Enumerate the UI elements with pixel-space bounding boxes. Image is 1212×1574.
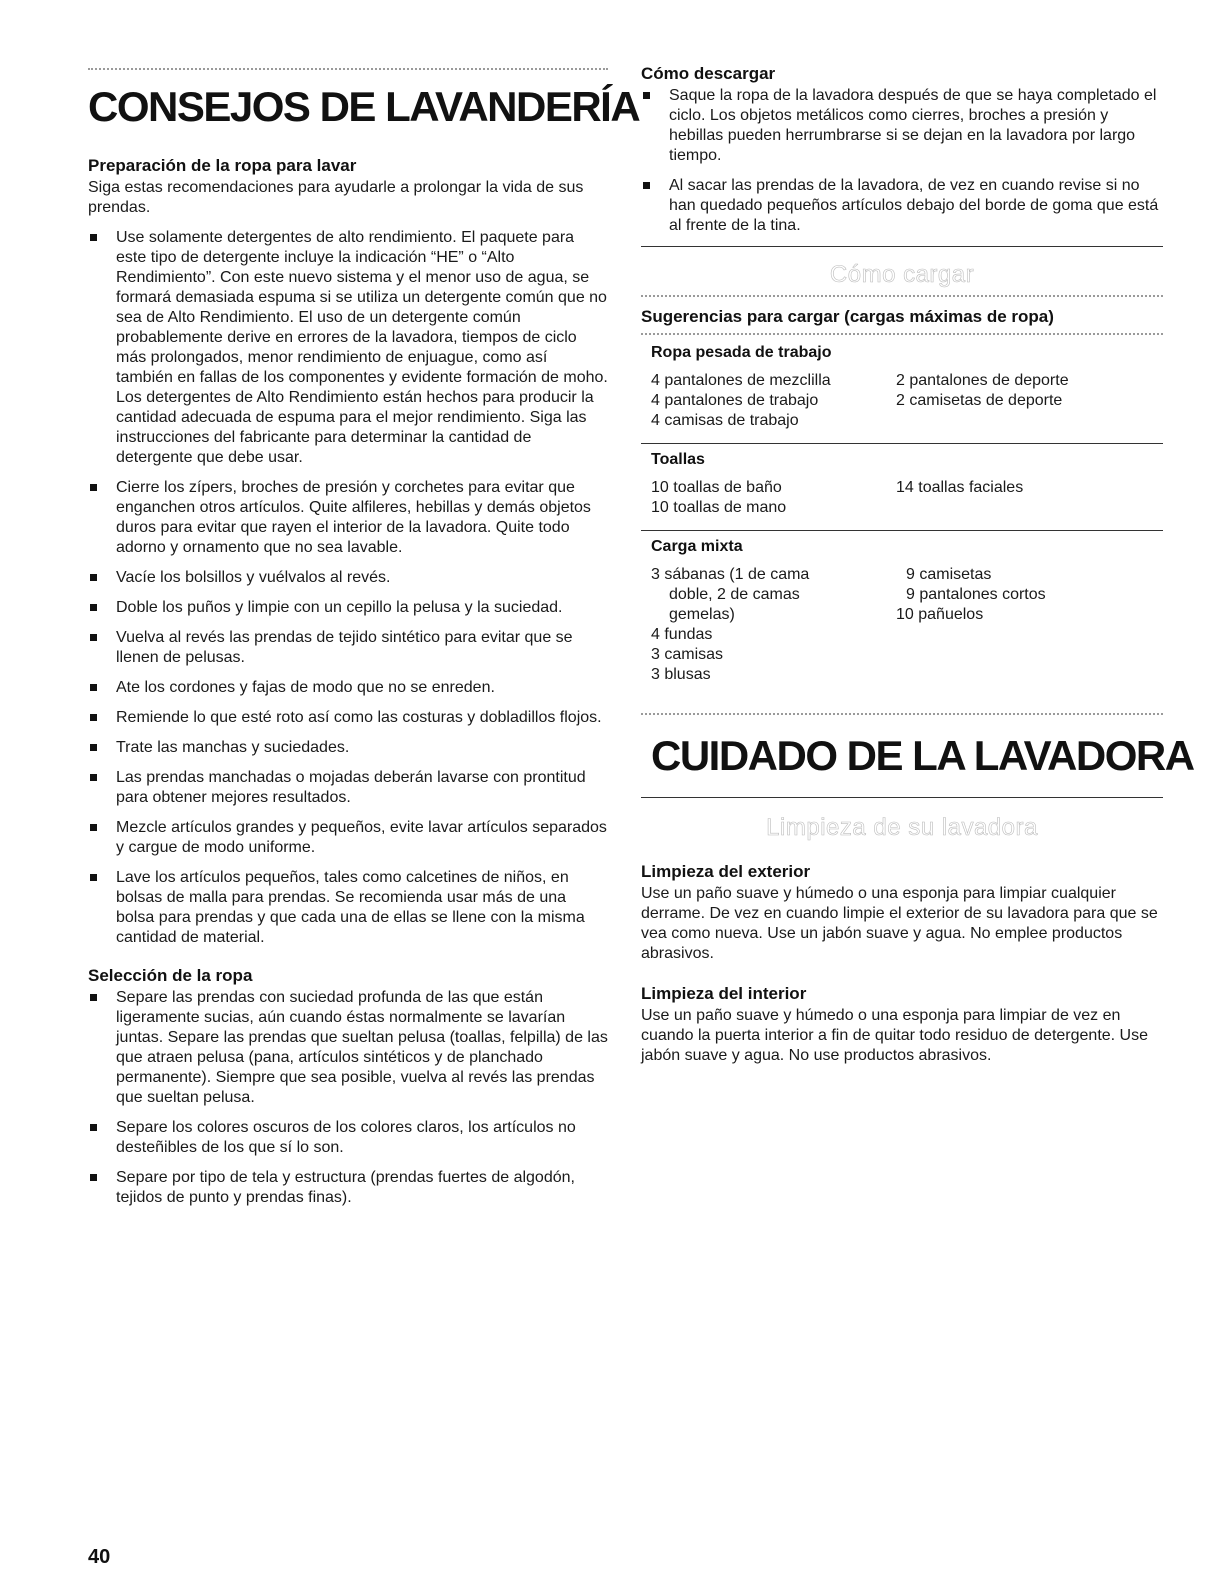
title-divider: [88, 68, 608, 70]
group-heading: Toallas: [651, 451, 705, 468]
unload-heading: Cómo descargar: [641, 64, 776, 83]
list-item: Saque la ropa de la lavadora después de que se haya completado el ciclo. Los objetos metálicos como cierres, broches a presión y hebillas pueden herrumbrarse si se dejan en la lavadora por largo tiempo.: [641, 86, 1163, 166]
table-cell: 9 camisetas: [906, 566, 992, 583]
interior-text: Use un paño suave y húmedo o una esponja para limpiar de vez en cuando la puerta interior a fin de quitar todo residuo de detergente. Use jabón suave y agua. No use productos abrasivos.: [641, 1007, 1148, 1064]
selection-list: [88, 988, 608, 1208]
prep-intro: Siga estas recomendaciones para ayudarle a prolongar la vida de sus prendas.: [88, 179, 584, 216]
section-divider: [641, 246, 1163, 247]
interior-heading: Limpieza del interior: [641, 984, 807, 1003]
care-title: CUIDADO DE LA LAVADORA: [651, 732, 1194, 779]
list-item: Al sacar las prendas de la lavadora, de vez en cuando revise si no han quedado pequeños artículos debajo del borde de goma que está al frente de la tina.: [641, 176, 1163, 236]
table-cell: 4 fundas: [651, 626, 713, 643]
left-column: [88, 0, 640, 1218]
table-cell: 10 toallas de baño: [651, 479, 782, 496]
list-item: Lave los artículos pequeños, tales como calcetines de niños, en bolsas de malla para prendas. Se recomienda usar más de una bolsa para prendas y que cada una de ellas se llene con la misma cantidad de material.: [88, 868, 608, 948]
list-item: Remiende lo que esté roto así como las costuras y dobladillos flojos.: [88, 708, 608, 728]
selection-heading: Selección de la ropa: [88, 966, 253, 985]
list-item: Ate los cordones y fajas de modo que no se enreden.: [88, 678, 608, 698]
table-cell: 2 camisetas de deporte: [896, 392, 1063, 409]
page-title: CONSEJOS DE LAVANDERÍA: [88, 83, 640, 130]
care-rule: [641, 797, 1163, 798]
table-cell: 2 pantalones de deporte: [896, 372, 1069, 389]
list-item: Vuelva al revés las prendas de tejido sintético para evitar que se llenen de pelusas.: [88, 628, 608, 668]
load-table-title: Sugerencias para cargar (cargas máximas de ropa): [641, 307, 1054, 326]
table-cell: 14 toallas faciales: [896, 479, 1024, 496]
list-item: Mezcle artículos grandes y pequeños, evite lavar artículos separados y cargue de modo uniforme.: [88, 818, 608, 858]
table-cell: 3 camisas: [651, 646, 724, 663]
list-item: Doble los puños y limpie con un cepillo la pelusa y la suciedad.: [88, 598, 608, 618]
list-item: Use solamente detergentes de alto rendimiento. El paquete para este tipo de detergente incluye la indicación “HE” o “Alto Rendimiento”. Con este nuevo sistema y el menor uso de agua, se formará demasiada espuma si se utiliza un detergente común que no sea de Alto Rendimiento. El uso de un detergente común probablemente derive en errores de la lavadora, tiempos de ciclo más prolongados, menor rendimiento de enjuague, como así también en fallas de los componentes y evidente formación de moho. Los detergentes de Alto Rendimiento están hechos para producir la cantidad adecuada de espuma para el mejor rendimiento. Siga las instrucciones del fabricante para determinar la cantidad de detergente que debe usar.: [88, 228, 608, 468]
load-group-heavy: [641, 343, 1163, 431]
table-cell: 9 pantalones cortos: [906, 586, 1046, 603]
load-section-title: Cómo cargar: [829, 261, 975, 288]
list-item: Las prendas manchadas o mojadas deberán lavarse con prontitud para obtener mejores resultados.: [88, 768, 608, 808]
group-heading: Carga mixta: [651, 538, 743, 555]
group-heading: Ropa pesada de trabajo: [651, 344, 832, 361]
prep-heading: Preparación de la ropa para lavar: [88, 156, 357, 175]
page-number: 40: [88, 1546, 111, 1568]
list-item: Separe las prendas con suciedad profunda de las que están ligeramente sucias, aún cuando éstas normalmente se lavarían juntas. Separe las prendas que sueltan pelusa (toallas, felpilla) de las que atraen pelusa (pana, artículos sintéticos y de planchado permanente). Siempre que sea posible, vuelva al revés las prendas que sueltan pelusa.: [88, 988, 608, 1108]
right-column: [641, 0, 1194, 1066]
group-divider: [641, 443, 1163, 444]
care-divider: [641, 713, 1163, 715]
list-item: Separe por tipo de tela y estructura (prendas fuertes de algodón, tejidos de punto y prendas finas).: [88, 1168, 608, 1208]
table-cell: 10 toallas de mano: [651, 499, 787, 516]
table-cell: 4 pantalones de trabajo: [651, 392, 819, 409]
load-group-towels: [641, 450, 1163, 518]
table-cell: gemelas): [669, 606, 735, 623]
table-cell: doble, 2 de camas: [669, 586, 800, 603]
table-cell: 4 pantalones de mezclilla: [651, 372, 831, 389]
table-cell: 4 camisas de trabajo: [651, 412, 799, 429]
prep-list: [88, 228, 608, 948]
table-cell: 3 sábanas (1 de cama: [651, 566, 810, 583]
group-divider: [641, 530, 1163, 531]
load-table-divider: [641, 333, 1163, 335]
list-item: Vacíe los bolsillos y vuélvalos al revés.: [88, 568, 608, 588]
list-item: Trate las manchas y suciedades.: [88, 738, 608, 758]
table-cell: 10 pañuelos: [896, 606, 984, 623]
load-divider: [641, 295, 1163, 297]
exterior-text: Use un paño suave y húmedo o una esponja para limpiar cualquier derrame. De vez en cuando limpie el exterior de su lavadora para que se vea como nueva. Use un jabón suave y agua. No emplee productos abrasivos.: [641, 885, 1158, 962]
list-item: Separe los colores oscuros de los colores claros, los artículos no desteñibles de los que sí lo son.: [88, 1118, 608, 1158]
list-item: Cierre los zípers, broches de presión y corchetes para evitar que enganchen otros artículos. Quite alfileres, hebillas y demás objetos duros para evitar que rayen el interior de la lavadora. Quite todo adorno y ornamento que no sea lavable.: [88, 478, 608, 558]
exterior-heading: Limpieza del exterior: [641, 862, 811, 881]
unload-list: [641, 86, 1163, 236]
table-cell: 3 blusas: [651, 666, 711, 683]
load-group-mixed: [641, 537, 1163, 685]
cleaning-section-title: Limpieza de su lavadora: [766, 814, 1038, 841]
